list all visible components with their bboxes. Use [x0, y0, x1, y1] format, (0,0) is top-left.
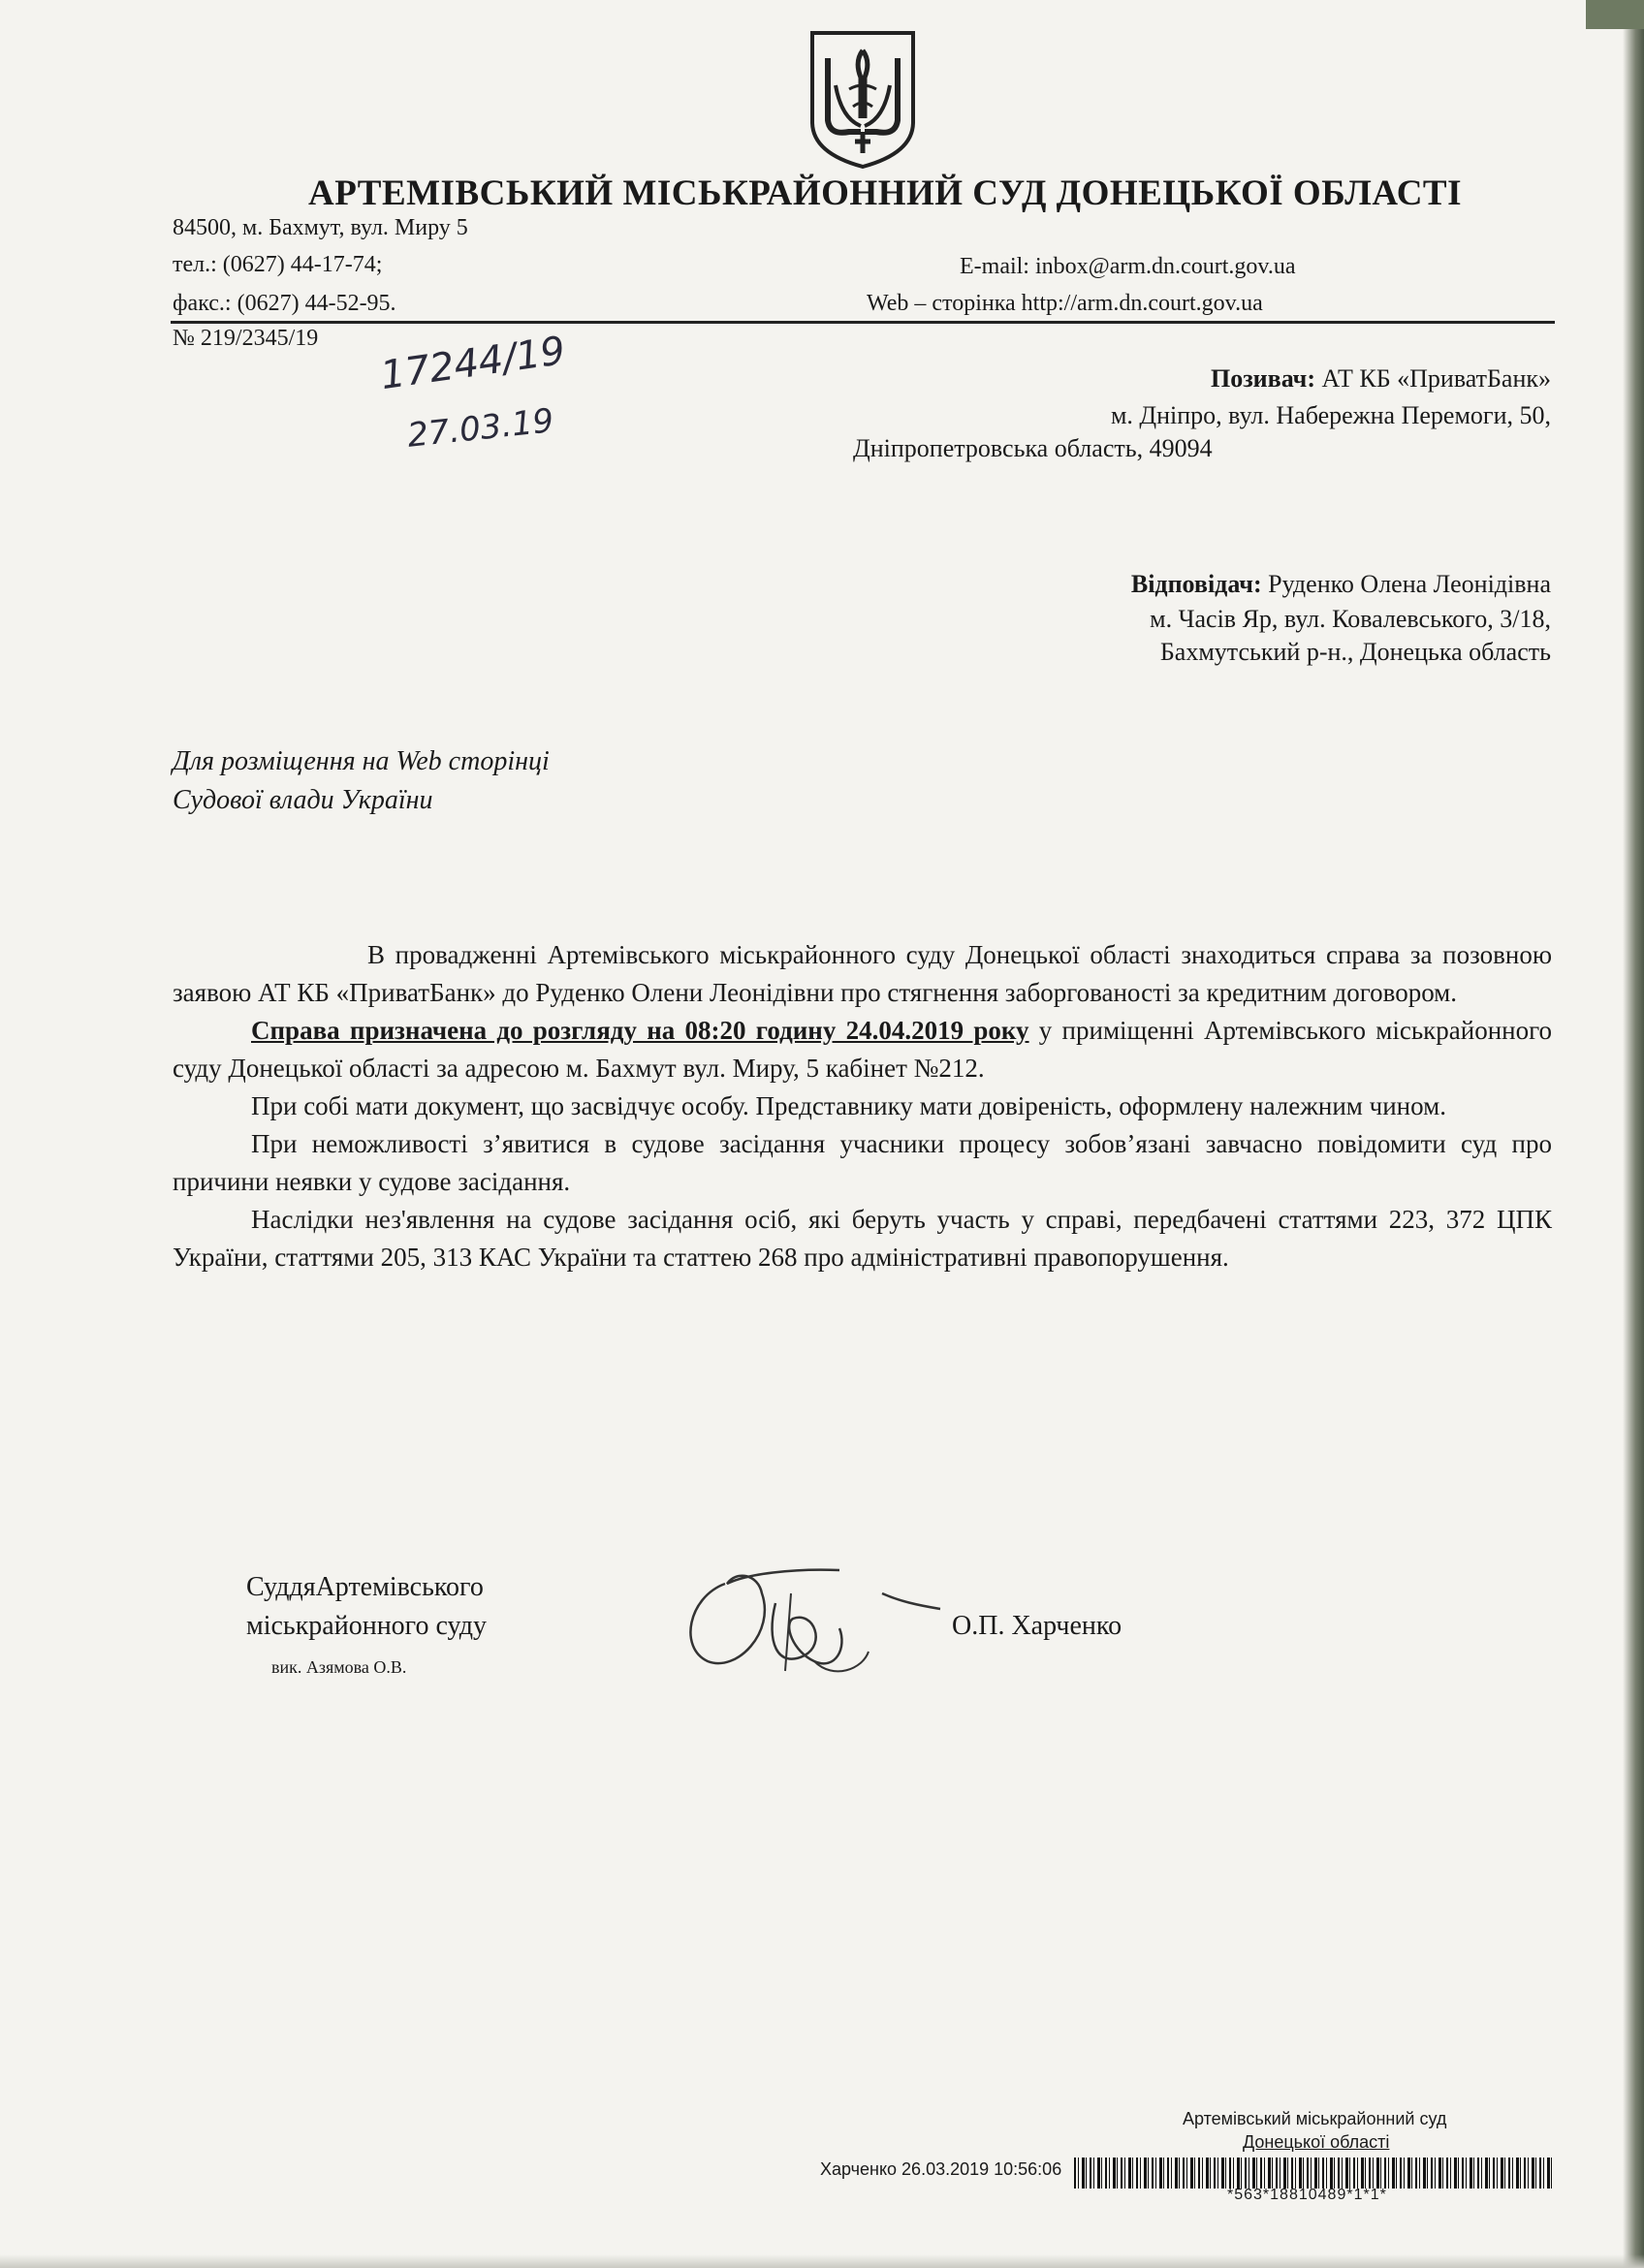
publication-note-line2: Судової влади України: [173, 785, 433, 815]
barcode-text: *563*18810489*1*1*: [1227, 2187, 1387, 2203]
court-fax: факс.: (0627) 44-52-95.: [173, 291, 396, 316]
scan-corner: [1586, 0, 1644, 29]
court-phone: тел.: (0627) 44-17-74;: [173, 252, 383, 277]
defendant-label: Відповідач:: [1130, 570, 1262, 598]
plaintiff-name: АТ КБ «ПриватБанк»: [1321, 364, 1551, 393]
judge-signature-icon: [669, 1555, 950, 1700]
stamp-court-line2: Донецької області: [1243, 2132, 1390, 2152]
judge-title-line2: міськрайонного суду: [246, 1611, 488, 1641]
defendant-name-line: [1131, 570, 1551, 599]
judge-name: О.П. Харченко: [952, 1611, 1122, 1641]
stamp-registration: Харченко 26.03.2019 10:56:06: [820, 2159, 1062, 2179]
plaintiff-address-1: м. Дніпро, вул. Набережна Перемоги, 50,: [1110, 401, 1551, 429]
plaintiff-name-line: [1211, 364, 1551, 394]
court-email: E-mail: inbox@arm.dn.court.gov.ua: [960, 254, 1296, 279]
executor-note: вик. Азямова О.В.: [271, 1657, 407, 1677]
court-name: АРТЕМІВСЬКИЙ МІСЬКРАЙОННИЙ СУД ДОНЕЦЬКОЇ ОБЛАСТІ: [308, 173, 1462, 213]
handwritten-registration-number: 17244/19: [377, 328, 568, 399]
court-address: 84500, м. Бахмут, вул. Миру 5: [173, 215, 468, 240]
court-website: Web – сторінка http://arm.dn.court.gov.ua: [867, 291, 1263, 316]
judge-title-line1: СуддяАртемівського: [246, 1572, 484, 1602]
registration-barcode: [1074, 2158, 1553, 2189]
paragraph-consequences: Наслідки нез'явлення на судове засідання осіб, які беруть участь у справі, передбачені статтями 223, 372 ЦПК України, статтями 205, 313 КАС України та статтею 268 про адміністративні правопорушення.: [173, 1205, 1552, 1272]
case-number: № 219/2345/19: [173, 326, 319, 351]
trident-emblem-icon: [806, 29, 919, 171]
defendant-address-1: м. Часів Яр, вул. Ковалевського, 3/18,: [1150, 605, 1551, 633]
paragraph-documents: При собі мати документ, що засвідчує особу. Представнику мати довіреність, оформлену належним чином.: [251, 1091, 1446, 1120]
paragraph-hearing: [173, 1012, 1552, 1087]
defendant-name: Руденко Олена Леонідівна: [1268, 570, 1551, 598]
publication-note-line1: Для розміщення на Web сторінці: [173, 746, 550, 776]
stamp-court-line1: Артемівський міськрайонний суд: [1183, 2109, 1447, 2128]
defendant-address-2: Бахмутський р-н., Донецька область: [1159, 638, 1551, 666]
header-divider: [171, 321, 1555, 324]
paragraph-absence: При неможливості з’явитися в судове засідання учасники процесу зобов’язані завчасно повідомити суд про причини неявки у судове засідання.: [173, 1129, 1552, 1196]
paragraph-proceeding: В провадженні Артемівського міськрайонного суду Донецької області знаходиться справа за позовною заявою АТ КБ «ПриватБанк» до Руденко Олени Леонідівни про стягнення заборгованості за кредитним договором.: [173, 940, 1552, 1007]
hearing-location: у приміщенні Артемівського міськрайонного суду Донецької області за адресою м. Бахмут вул. Миру, 5 кабінет №212.: [173, 1016, 1552, 1083]
hearing-date-emphasis: Справа призначена до розгляду на 08:20 годину 24.04.2019 року: [251, 1016, 1029, 1045]
scan-bottom-edge: [0, 2254, 1644, 2268]
plaintiff-address-2: Дніпропетровська область, 49094: [853, 434, 1213, 462]
scan-edge-shadow: [1623, 0, 1644, 2268]
plaintiff-label: Позивач:: [1211, 364, 1315, 393]
notice-body: [173, 936, 1552, 1276]
handwritten-date: 27.03.19: [405, 401, 556, 456]
